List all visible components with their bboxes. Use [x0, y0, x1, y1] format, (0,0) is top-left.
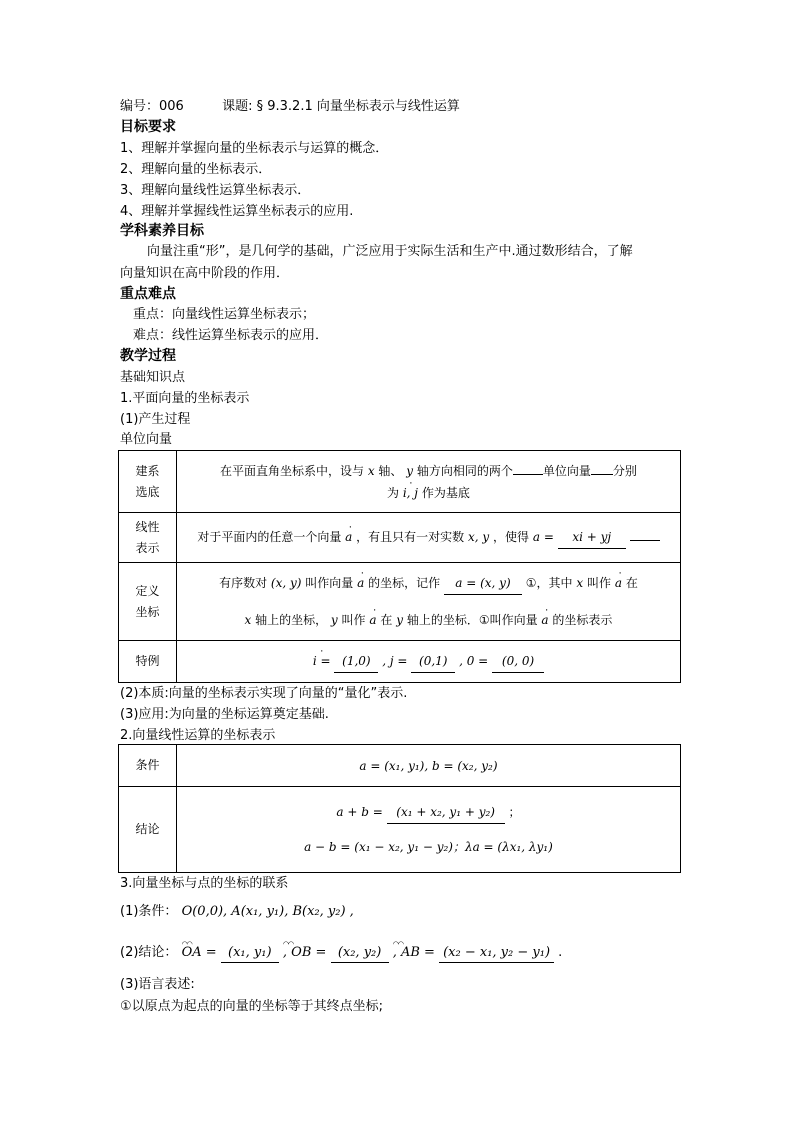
- coordinate-table: [118, 450, 681, 683]
- vector-a: ˙ a: [615, 576, 622, 590]
- label-line: 选底: [135, 484, 160, 499]
- math-eq: , 0 =: [459, 654, 489, 668]
- text-span: 有序数对: [219, 576, 268, 590]
- math-eq: a =: [532, 530, 554, 544]
- section-3-statement: ①以原点为起点的向量的坐标等于其终点坐标;: [120, 999, 384, 1014]
- text-span: 叫作向量: [305, 576, 354, 590]
- text-span: 作为基底: [421, 485, 470, 500]
- goal-item-2: 2、理解向量的坐标表示．: [120, 162, 272, 177]
- keypoints-title: 重点难点: [120, 286, 176, 302]
- text-span: 的坐标表示: [552, 613, 613, 627]
- section-1b: 单位向量: [120, 432, 173, 447]
- row-content: [176, 787, 680, 873]
- math-y: y: [406, 463, 414, 478]
- answer-sum: (x₁ + x₂, y₁ + y₂): [387, 801, 505, 824]
- text-span: 轴上的坐标．①叫作向量: [406, 613, 538, 627]
- vector-a: ˙ a: [345, 530, 352, 544]
- answer-coordinate: a = (x, y): [444, 572, 522, 595]
- math-eq: a + b =: [336, 805, 383, 819]
- literacy-title: 学科素养目标: [120, 223, 204, 239]
- goal-item-1: 1、理解并掌握向量的坐标表示与运算的概念．: [120, 141, 389, 156]
- math-x: x: [576, 576, 584, 590]
- table-row: [119, 787, 681, 873]
- blank-line: [591, 474, 613, 475]
- row-content: [176, 563, 680, 641]
- vector-a: ˙ a: [369, 613, 376, 627]
- blank-line: [513, 474, 543, 475]
- row-label: 特例: [119, 641, 177, 683]
- row-label: 条件: [119, 745, 177, 787]
- essence-line: (2)本质:向量的坐标表示实现了向量的“量化”表示.: [120, 686, 408, 701]
- linear-ops-table: [118, 744, 681, 873]
- section-3-language: (3)语言表述:: [120, 977, 195, 992]
- math-eq: ◠◠ OA =: [182, 945, 217, 960]
- table-row: [119, 451, 681, 513]
- text-span: ；: [508, 805, 521, 819]
- text-span: 叫作: [586, 576, 611, 590]
- label-line: 定义: [135, 583, 160, 598]
- answer-oa: (x₁, y₁): [221, 944, 279, 963]
- math-y: y: [330, 613, 338, 627]
- text-span: .: [558, 945, 563, 960]
- row-content: [176, 641, 680, 683]
- label-line: 线性: [135, 519, 160, 534]
- content-line: [177, 460, 680, 482]
- process-sub: 基础知识点: [120, 370, 186, 385]
- answer-linear: xi + yj: [558, 526, 626, 549]
- goal-item-3: 3、理解向量线性运算坐标表示．: [120, 183, 311, 198]
- math-eq: ◠◠ , OB =: [283, 945, 327, 960]
- answer-i: (1,0): [334, 650, 378, 673]
- section-3-conclusion: [120, 944, 562, 963]
- math-eq: ◠◠ , AB =: [393, 945, 435, 960]
- literacy-line-2: 向量知识在高中阶段的作用．: [120, 266, 290, 281]
- section-1a: (1)产生过程: [120, 412, 191, 427]
- apply-line: (3)应用:为向量的坐标运算奠定基础.: [120, 707, 329, 722]
- header-code: 编号：006: [120, 99, 184, 114]
- goals-title: 目标要求: [120, 119, 176, 135]
- math-x: x: [367, 463, 375, 478]
- row-label: [119, 513, 177, 563]
- header-line: [120, 98, 460, 116]
- text-span: 单位向量: [542, 463, 591, 478]
- table-row: [119, 745, 681, 787]
- goal-item-4: 4、理解并掌握线性运算坐标表示的应用.: [120, 204, 354, 219]
- answer-zero: (0, 0): [492, 650, 544, 673]
- section-3-condition: [120, 903, 354, 921]
- difficult-point: 难点：线性运算坐标表示的应用．: [133, 328, 329, 343]
- section-2-title: 2.向量线性运算的坐标表示: [120, 728, 276, 743]
- text-span: 在平面直角坐标系中，设与: [219, 463, 364, 478]
- text-span: 的坐标，记作: [368, 576, 441, 590]
- label-line: 表示: [135, 540, 160, 555]
- answer-ab: (x₂ − x₁, y₂ − y₁): [439, 944, 554, 963]
- math-eq: ˙ i =: [313, 654, 331, 668]
- text-span: ①，其中: [525, 576, 573, 590]
- math-y: y: [396, 613, 403, 627]
- row-label: [119, 563, 177, 641]
- process-title: 教学过程: [120, 348, 176, 364]
- content-line: [177, 801, 680, 824]
- difference-formula: a − b = (x₁ − x₂, y₁ − y₂)；λa = (λx₁, λy₁): [304, 840, 553, 854]
- text-span: (2)结论：: [120, 945, 178, 960]
- table-row: [119, 563, 681, 641]
- answer-ob: (x₂, y₂): [331, 944, 389, 963]
- text-span: 叫作: [341, 613, 366, 627]
- basis-vectors: ˙ i, j: [403, 486, 418, 500]
- content-line: [177, 609, 680, 631]
- math-xy: (x, y): [270, 576, 302, 590]
- math-xy: x, y: [468, 530, 490, 544]
- text-span: ，使得: [493, 530, 530, 544]
- math-x: x: [244, 613, 252, 627]
- content-line: [177, 482, 680, 504]
- text-span: 对于平面内的任意一个向量: [197, 530, 342, 544]
- table-row: [119, 641, 681, 683]
- row-content: [176, 513, 680, 563]
- table-row: [119, 513, 681, 563]
- literacy-line-1: 向量注重“形”，是几何学的基础，广泛应用于实际生活和生产中.通过数形结合，了解: [147, 244, 633, 259]
- vector-a: ˙ a: [541, 613, 548, 627]
- text-span: (1)条件：: [120, 904, 178, 919]
- blank-line: [630, 540, 660, 541]
- text-span: 分别: [612, 463, 637, 478]
- text-span: 轴、: [378, 463, 403, 478]
- section-1-title: 1.平面向量的坐标表示: [120, 391, 250, 406]
- text-span: 轴方向相同的两个: [416, 463, 513, 478]
- header-topic: 课题: § 9.3.2.1 向量坐标表示与线性运算: [222, 99, 460, 114]
- text-span: 在: [380, 613, 393, 627]
- content-line: [177, 572, 680, 595]
- label-line: 建系: [135, 463, 160, 478]
- row-content: [176, 451, 680, 513]
- row-label: [119, 451, 177, 513]
- section-3-title: 3.向量坐标与点的坐标的联系: [120, 876, 289, 891]
- row-label: 结论: [119, 787, 177, 873]
- text-span: ，有且只有一对实数: [356, 530, 465, 544]
- text-span: 轴上的坐标，: [255, 613, 328, 627]
- condition-formula: O(0,0), A(x₁, y₁), B(x₂, y₂) ,: [181, 904, 354, 919]
- condition-formula: a = (x₁, y₁), b = (x₂, y₂): [176, 745, 680, 787]
- text-span: 在: [625, 576, 638, 590]
- key-point: 重点：向量线性运算坐标表示；: [133, 307, 316, 322]
- text-span: 为: [387, 485, 400, 500]
- math-eq: , j =: [382, 654, 408, 668]
- label-line: 坐标: [135, 604, 160, 619]
- vector-a: ˙ a: [357, 576, 364, 590]
- answer-j: (0,1): [411, 650, 455, 673]
